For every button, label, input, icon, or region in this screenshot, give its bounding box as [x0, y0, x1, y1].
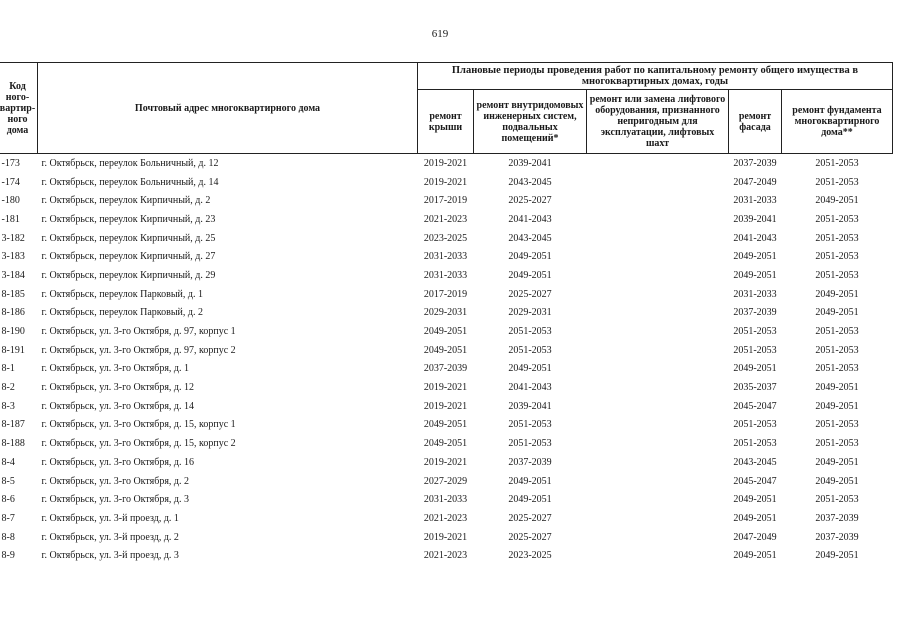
- cell-elevator: [587, 397, 729, 416]
- cell-code: -180: [1, 195, 20, 207]
- cell-address: г. Октябрьск, переулок Кирпичный, д. 27: [41, 251, 216, 263]
- cell-engineering: 2025-2027: [508, 531, 552, 543]
- cell-engineering: 2039-2041: [508, 400, 552, 412]
- table-row: [0, 378, 893, 397]
- cell-address: г. Октябрьск, ул. 3-го Октября, д. 15, корпус 1: [41, 419, 236, 431]
- cell-code: 8-187: [1, 419, 25, 431]
- cell-elevator: [587, 341, 729, 360]
- table-row: [0, 509, 893, 528]
- cell-elevator: [587, 210, 729, 229]
- cell-elevator: [587, 546, 729, 565]
- cell-address: г. Октябрьск, переулок Больничный, д. 12: [41, 157, 219, 169]
- table-row: [0, 434, 893, 453]
- cell-foundation: 2049-2051: [815, 400, 859, 412]
- cell-code: 8-3: [1, 400, 15, 412]
- cell-elevator: [587, 453, 729, 472]
- cell-roof: 2027-2029: [423, 475, 468, 487]
- cell-elevator: [587, 360, 729, 379]
- cell-address: г. Октябрьск, ул. 3-го Октября, д. 97, корпус 2: [41, 344, 236, 356]
- cell-address: г. Октябрьск, ул. 3-го Октября, д. 3: [41, 494, 189, 506]
- cell-roof: 2021-2023: [423, 213, 468, 225]
- cell-roof: 2019-2021: [423, 400, 468, 412]
- cell-facade: 2043-2045: [733, 456, 777, 468]
- cell-roof: 2019-2021: [423, 176, 468, 188]
- table-row: [0, 285, 893, 304]
- cell-foundation: 2049-2051: [815, 550, 859, 562]
- cell-foundation: 2051-2053: [815, 251, 859, 263]
- table-header: [0, 63, 893, 154]
- cell-facade: 2031-2033: [733, 195, 777, 207]
- cell-engineering: 2041-2043: [508, 213, 552, 225]
- cell-facade: 2039-2041: [733, 213, 777, 225]
- cell-facade: 2051-2053: [733, 438, 777, 450]
- cell-engineering: 2049-2051: [508, 363, 552, 375]
- cell-engineering: 2043-2045: [508, 176, 552, 188]
- cell-code: 3-182: [1, 232, 25, 244]
- cell-code: -174: [1, 176, 20, 188]
- cell-elevator: [587, 509, 729, 528]
- cell-facade: 2051-2053: [733, 419, 777, 431]
- cell-code: 3-184: [1, 269, 25, 281]
- cell-roof: 2019-2021: [423, 456, 468, 468]
- cell-roof: 2019-2021: [423, 531, 468, 543]
- header-engineering: ремонт внутридомовых инженерных систем, подвальных помещений*: [474, 90, 587, 154]
- cell-address: г. Октябрьск, переулок Кирпичный, д. 25: [41, 232, 216, 244]
- cell-facade: 2031-2033: [733, 288, 777, 300]
- cell-foundation: 2051-2053: [815, 176, 859, 188]
- cell-address: г. Октябрьск, ул. 3-й проезд, д. 2: [41, 531, 179, 543]
- cell-elevator: [587, 528, 729, 547]
- cell-engineering: 2051-2053: [508, 438, 552, 450]
- header-foundation: ремонт фундамента многоквартирного дома**: [782, 90, 893, 154]
- cell-foundation: 2051-2053: [815, 363, 859, 375]
- header-elevator: ремонт или замена лифтового оборудования, признанного непригодным для эксплуатации, лифтовых шахт: [587, 90, 729, 154]
- cell-foundation: 2051-2053: [815, 269, 859, 281]
- cell-roof: 2017-2019: [423, 288, 468, 300]
- cell-elevator: [587, 191, 729, 210]
- table-row: [0, 416, 893, 435]
- table-row: [0, 266, 893, 285]
- cell-address: г. Октябрьск, ул. 3-го Октября, д. 2: [41, 475, 189, 487]
- cell-address: г. Октябрьск, переулок Больничный, д. 14: [41, 176, 219, 188]
- table-row: [0, 173, 893, 192]
- cell-code: 8-8: [1, 531, 15, 543]
- cell-elevator: [587, 266, 729, 285]
- cell-engineering: 2041-2043: [508, 382, 552, 394]
- cell-engineering: 2043-2045: [508, 232, 552, 244]
- cell-roof: 2023-2025: [423, 232, 468, 244]
- cell-roof: 2021-2023: [423, 550, 468, 562]
- cell-facade: 2049-2051: [733, 269, 777, 281]
- cell-code: 8-186: [1, 307, 25, 319]
- table-row: [0, 528, 893, 547]
- cell-foundation: 2051-2053: [815, 213, 859, 225]
- cell-foundation: 2049-2051: [815, 288, 859, 300]
- cell-roof: 2021-2023: [423, 512, 468, 524]
- cell-elevator: [587, 378, 729, 397]
- cell-roof: 2049-2051: [423, 326, 468, 338]
- table-row: [0, 247, 893, 266]
- cell-code: 8-9: [1, 550, 15, 562]
- cell-code: 3-183: [1, 251, 25, 263]
- cell-roof: 2031-2033: [423, 251, 468, 263]
- cell-engineering: 2051-2053: [508, 344, 552, 356]
- cell-foundation: 2051-2053: [815, 494, 859, 506]
- cell-facade: 2047-2049: [733, 176, 777, 188]
- cell-elevator: [587, 434, 729, 453]
- cell-engineering: 2025-2027: [508, 288, 552, 300]
- cell-code: 8-1: [1, 363, 15, 375]
- cell-facade: 2049-2051: [733, 550, 777, 562]
- cell-foundation: 2037-2039: [815, 512, 859, 524]
- cell-foundation: 2051-2053: [815, 344, 859, 356]
- header-planned-periods: Плановые периоды проведения работ по капитальному ремонту общего имущества в многоквартирных домах, годы: [418, 63, 893, 90]
- cell-roof: 2029-2031: [423, 307, 468, 319]
- cell-engineering: 2037-2039: [508, 456, 552, 468]
- cell-engineering: 2049-2051: [508, 251, 552, 263]
- cell-facade: 2049-2051: [733, 363, 777, 375]
- table-row: [0, 397, 893, 416]
- cell-facade: 2037-2039: [733, 157, 777, 169]
- cell-elevator: [587, 304, 729, 323]
- cell-address: г. Октябрьск, ул. 3-й проезд, д. 3: [41, 550, 179, 562]
- table-row: [0, 472, 893, 491]
- cell-address: г. Октябрьск, переулок Парковый, д. 2: [41, 307, 203, 319]
- cell-foundation: 2051-2053: [815, 232, 859, 244]
- cell-code: 8-185: [1, 288, 25, 300]
- cell-roof: 2031-2033: [423, 494, 468, 506]
- page-number: 619: [431, 28, 449, 40]
- cell-foundation: 2051-2053: [815, 326, 859, 338]
- cell-foundation: 2049-2051: [815, 307, 859, 319]
- cell-foundation: 2049-2051: [815, 195, 859, 207]
- cell-engineering: 2023-2025: [508, 550, 552, 562]
- cell-facade: 2041-2043: [733, 232, 777, 244]
- cell-code: 8-7: [1, 512, 15, 524]
- cell-elevator: [587, 490, 729, 509]
- cell-foundation: 2049-2051: [815, 382, 859, 394]
- cell-code: 8-5: [1, 475, 15, 487]
- cell-code: -181: [1, 213, 20, 225]
- cell-address: г. Октябрьск, ул. 3-го Октября, д. 14: [41, 400, 194, 412]
- cell-facade: 2047-2049: [733, 531, 777, 543]
- cell-roof: 2017-2019: [423, 195, 468, 207]
- cell-engineering: 2049-2051: [508, 475, 552, 487]
- table-row: [0, 191, 893, 210]
- header-facade: ремонт фасада: [729, 90, 782, 154]
- header-roof: ремонт крыши: [418, 90, 474, 154]
- cell-address: г. Октябрьск, ул. 3-го Октября, д. 97, корпус 1: [41, 326, 236, 338]
- cell-foundation: 2051-2053: [815, 438, 859, 450]
- cell-roof: 2019-2021: [423, 157, 468, 169]
- cell-elevator: [587, 285, 729, 304]
- cell-facade: 2045-2047: [733, 400, 777, 412]
- cell-address: г. Октябрьск, переулок Парковый, д. 1: [41, 288, 203, 300]
- table-row: [0, 210, 893, 229]
- repair-schedule-table: [0, 62, 893, 565]
- table-body: [0, 154, 893, 566]
- cell-elevator: [587, 173, 729, 192]
- table-row: [0, 322, 893, 341]
- cell-foundation: 2051-2053: [815, 419, 859, 431]
- cell-facade: 2045-2047: [733, 475, 777, 487]
- cell-roof: 2037-2039: [423, 363, 468, 375]
- header-code: Код ного- вартир- ного дома: [0, 63, 38, 154]
- table-row: [0, 154, 893, 173]
- cell-facade: 2035-2037: [733, 382, 777, 394]
- cell-elevator: [587, 229, 729, 248]
- cell-code: -173: [1, 157, 20, 169]
- cell-engineering: 2049-2051: [508, 269, 552, 281]
- cell-engineering: 2025-2027: [508, 195, 552, 207]
- cell-code: 8-4: [1, 456, 15, 468]
- cell-address: г. Октябрьск, переулок Кирпичный, д. 2: [41, 195, 211, 207]
- cell-elevator: [587, 154, 729, 173]
- table-row: [0, 490, 893, 509]
- table-row: [0, 304, 893, 323]
- cell-address: г. Октябрьск, переулок Кирпичный, д. 29: [41, 269, 216, 281]
- cell-address: г. Октябрьск, ул. 3-й проезд, д. 1: [41, 512, 179, 524]
- cell-facade: 2049-2051: [733, 494, 777, 506]
- cell-facade: 2037-2039: [733, 307, 777, 319]
- cell-address: г. Октябрьск, ул. 3-го Октября, д. 1: [41, 363, 189, 375]
- table-row: [0, 360, 893, 379]
- cell-facade: 2051-2053: [733, 326, 777, 338]
- cell-elevator: [587, 416, 729, 435]
- cell-elevator: [587, 322, 729, 341]
- cell-code: 8-6: [1, 494, 15, 506]
- cell-address: г. Октябрьск, ул. 3-го Октября, д. 16: [41, 456, 194, 468]
- cell-roof: 2019-2021: [423, 382, 468, 394]
- cell-engineering: 2025-2027: [508, 512, 552, 524]
- cell-elevator: [587, 472, 729, 491]
- header-address: Почтовый адрес многоквартирного дома: [38, 63, 418, 154]
- cell-facade: 2049-2051: [733, 251, 777, 263]
- cell-address: г. Октябрьск, ул. 3-го Октября, д. 15, корпус 2: [41, 438, 236, 450]
- cell-roof: 2031-2033: [423, 269, 468, 281]
- cell-foundation: 2037-2039: [815, 531, 859, 543]
- cell-code: 8-2: [1, 382, 15, 394]
- cell-engineering: 2029-2031: [508, 307, 552, 319]
- cell-elevator: [587, 247, 729, 266]
- cell-code: 8-190: [1, 326, 25, 338]
- cell-foundation: 2049-2051: [815, 475, 859, 487]
- cell-engineering: 2039-2041: [508, 157, 552, 169]
- cell-roof: 2049-2051: [423, 419, 468, 431]
- cell-engineering: 2051-2053: [508, 419, 552, 431]
- table-row: [0, 341, 893, 360]
- cell-engineering: 2049-2051: [508, 494, 552, 506]
- cell-address: г. Октябрьск, переулок Кирпичный, д. 23: [41, 213, 216, 225]
- cell-facade: 2051-2053: [733, 344, 777, 356]
- cell-facade: 2049-2051: [733, 512, 777, 524]
- table-row: [0, 453, 893, 472]
- table-row: [0, 229, 893, 248]
- table-row: [0, 546, 893, 565]
- cell-roof: 2049-2051: [423, 344, 468, 356]
- cell-roof: 2049-2051: [423, 438, 468, 450]
- cell-code: 8-191: [1, 344, 25, 356]
- cell-foundation: 2049-2051: [815, 456, 859, 468]
- cell-foundation: 2051-2053: [815, 157, 859, 169]
- cell-code: 8-188: [1, 438, 25, 450]
- cell-engineering: 2051-2053: [508, 326, 552, 338]
- cell-address: г. Октябрьск, ул. 3-го Октября, д. 12: [41, 382, 194, 394]
